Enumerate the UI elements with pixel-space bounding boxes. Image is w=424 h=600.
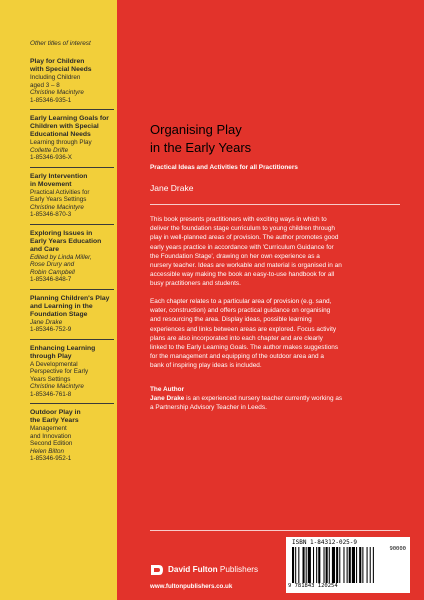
book-entry-author: Rose Drury and [30, 261, 75, 268]
publisher-name [168, 565, 258, 575]
book-title [150, 121, 410, 157]
barcode-bar [313, 547, 314, 583]
book-entry-title: the Early Years [30, 417, 79, 424]
barcode-bar [373, 547, 374, 583]
description-line: nursery teacher. Ideas are workable and material is organised in an [150, 262, 342, 270]
book-entry-title: Early Years Education [30, 237, 102, 245]
description-line: early years practice in accordance with 'Curriculum Guidance for [150, 243, 334, 251]
description-line: experiences and links between areas are explored. Focus activity [150, 325, 337, 333]
book-entry-title: Outdoor Play in [30, 409, 81, 416]
book-entry-author: Jane Drake [30, 318, 63, 326]
book-entry-title: Play for Children [30, 58, 85, 65]
about-author-heading: The Author [150, 386, 185, 393]
book-entry-subtitle: Including Children [30, 74, 81, 81]
book-entry-title: through Play [30, 352, 72, 360]
book-title-line: in the Early Years [150, 140, 252, 155]
book-tagline: Practical Ideas and Activities for all Practitioners [150, 164, 298, 171]
book-separator [30, 167, 114, 168]
barcode-bar [306, 547, 307, 583]
book-entry-isbn: 1-85346-752-9 [30, 326, 72, 333]
book-entry-subtitle: A Developmental [30, 360, 78, 368]
publisher-logo-icon [150, 563, 164, 577]
description-line: This book presents practitioners with exciting ways in which to [150, 216, 327, 223]
barcode-bar [367, 547, 368, 583]
barcode-bar [359, 547, 361, 583]
book-entry-author: Collette Drifte [30, 146, 69, 154]
book-entry-isbn: 1-85346-936-X [30, 154, 73, 161]
about-author-line: a Partnership Advisory Teacher in Leeds. [150, 404, 267, 412]
book-entry-title: with Special Needs [30, 66, 92, 73]
barcode-bar [352, 547, 355, 583]
barcode-bar [347, 547, 348, 583]
barcode-panel [286, 537, 410, 593]
book-entry-title: Planning Children's Play [30, 294, 110, 302]
description-line: deliver the foundation stage curriculum to young children through [150, 225, 336, 233]
book-entry [30, 115, 116, 162]
description-line: Each chapter relates to a particular area of provision (e.g. sand, [150, 298, 332, 305]
publisher-name-rest: Publishers [217, 565, 259, 574]
description-line: linked to the Early Learning Goals. The author makes suggestions [150, 344, 339, 352]
barcode-bars [292, 547, 404, 583]
book-separator [30, 403, 114, 404]
description-line: busy practitioners and students. [150, 280, 241, 288]
barcode-bar [326, 547, 328, 583]
barcode-bar [362, 547, 363, 583]
book-entry-title: and Care [30, 245, 60, 253]
book-separator [30, 289, 114, 290]
book-entry-subtitle: Practical Activities for [30, 188, 90, 196]
price-code: 90000 [389, 546, 406, 552]
book-entry [30, 409, 116, 463]
other-titles-heading: Other titles of interest [30, 40, 91, 47]
barcode-bar [324, 547, 325, 583]
barcode-bar [332, 547, 335, 583]
description-line: the Foundation Stage', drawing on her own experience as a [150, 252, 320, 260]
about-author [150, 385, 408, 413]
publisher-name-bold: David Fulton [168, 565, 218, 574]
book-entry-subtitle: Perspective for Early [30, 368, 89, 375]
book-entry-author: Robin Campbell [30, 268, 75, 276]
book-entry-title: Enhancing Learning [30, 344, 96, 352]
description-line: play in well-planned areas of provision. The author promotes good [150, 234, 339, 242]
book-entry [30, 230, 116, 284]
description-paragraph-1 [150, 215, 408, 289]
book-entry-subtitle: Second Edition [30, 440, 73, 447]
barcode-bar [295, 547, 296, 583]
book-entry-isbn: 1-85346-848-7 [30, 276, 72, 283]
book-list [30, 58, 116, 468]
barcode-bar [339, 547, 340, 583]
book-entry-subtitle: aged 3 – 8 [30, 81, 60, 89]
book-entry-subtitle: and Innovation [30, 432, 72, 440]
barcode-bar [336, 547, 338, 583]
book-separator [30, 339, 114, 340]
divider-bottom [150, 530, 400, 531]
barcode-bar [349, 547, 351, 583]
sidebar-panel [0, 0, 117, 600]
ean-digits: 9 781843 120254 [288, 583, 338, 589]
book-author: Jane Drake [150, 183, 194, 193]
book-entry-title: Exploring Issues in [30, 229, 93, 237]
barcode-bar [356, 547, 357, 583]
book-entry-title: Foundation Stage [30, 310, 88, 318]
book-entry-author: Christine Macintyre [30, 383, 84, 390]
book-entry-subtitle: Management [30, 425, 67, 432]
book-entry-title: Educational Needs [30, 131, 91, 138]
book-entry-isbn: 1-85346-952-1 [30, 455, 72, 462]
book-entry-subtitle: Early Years Settings [30, 196, 87, 203]
book-entry-title: Early Learning Goals for [30, 115, 109, 122]
book-entry-subtitle: Learning through Play [30, 139, 92, 146]
book-entry [30, 295, 116, 334]
book-entry [30, 173, 116, 219]
barcode-bar [292, 547, 294, 583]
book-entry-author: Christine Macintyre [30, 89, 84, 96]
book-separator [30, 109, 114, 110]
book-entry-subtitle: Years Settings [30, 375, 71, 383]
book-title-line: Organising Play [150, 122, 242, 137]
barcode-bar [303, 547, 305, 583]
book-entry-isbn: 1-85346-935-1 [30, 96, 72, 104]
barcode-bar [370, 547, 371, 583]
description-line: plans are also incorporated into each chapter and are clearly [150, 334, 323, 342]
publisher-website: www.fultonpublishers.co.uk [150, 583, 233, 590]
description-line: and resourcing the area. Display ideas, possible learning [150, 316, 312, 324]
book-entry-isbn: 1-85346-761-8 [30, 390, 72, 398]
about-author-text: is an experienced nursery teacher currently working as [184, 395, 343, 403]
divider-top [150, 204, 400, 205]
barcode-bar [343, 547, 344, 583]
about-author-name: Jane Drake [150, 395, 185, 403]
description-line: water, construction) and offers practical guidance on organising [150, 307, 331, 315]
barcode-bar [298, 547, 299, 583]
barcode-bar [308, 547, 311, 583]
book-entry-author: Helen Bilton [30, 447, 64, 455]
isbn-label: ISBN 1-84312-025-9 [292, 539, 358, 546]
description-line: accessible way making the book an easy-to-use handbook for all [150, 271, 335, 279]
book-entry-title: in Movement [30, 180, 72, 188]
book-entry [30, 58, 116, 104]
description-paragraph-2 [150, 297, 408, 371]
description-line: for the management and equipping of the outdoor area and a [150, 353, 324, 361]
book-entry-author: Edited by Linda Miller, [30, 253, 92, 261]
barcode-bar [316, 547, 317, 583]
book-entry-title: and Learning in the [30, 302, 93, 310]
description-line: bank of inspiring play ideas is included. [150, 362, 262, 370]
book-entry-title: Children with Special [30, 123, 99, 130]
barcode-bar [318, 547, 320, 583]
book-entry-author: Christine Macintyre [30, 203, 84, 211]
about-author-line [150, 394, 408, 403]
book-separator [30, 224, 114, 225]
book-entry-title: Early Intervention [30, 172, 88, 180]
barcode-bar [329, 547, 330, 583]
book-entry [30, 345, 116, 399]
book-entry-isbn: 1-85346-870-3 [30, 211, 72, 218]
